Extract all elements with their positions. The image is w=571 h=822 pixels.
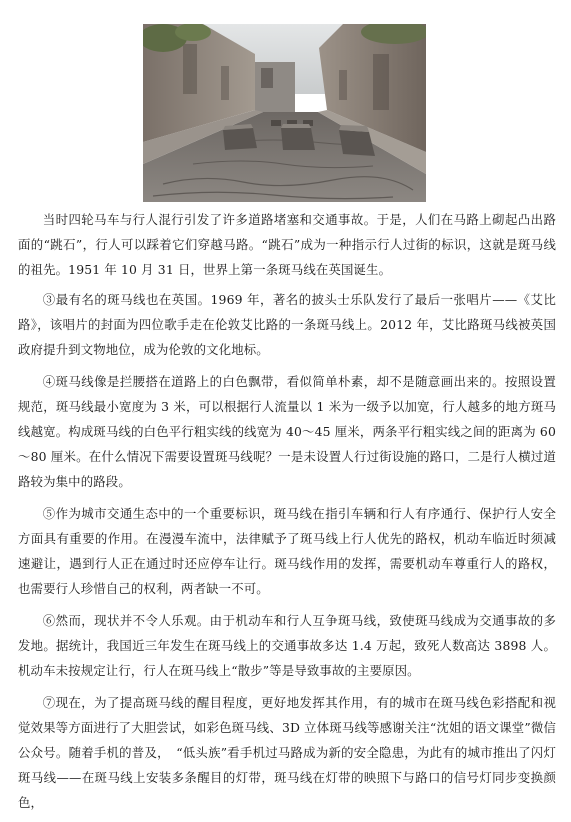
paragraph-function: ⑤作为城市交通生态中的一个重要标识，斑马线在指引车辆和行人有序通行、保护行人安全方面具有重要的作用。在漫漫车流中，法律赋予了斑马线上行人优先的路权，机动车临近时须减速避让，遇到行人正在通过时还应停车让行。斑马线作用的发挥，需要机动车尊重行人的路权，也需要行人珍惜自己的权利，两者缺一不可。 (18, 506, 556, 596)
paragraph-innovation: ⑦现在，为了提高斑马线的醒目程度，更好地发挥其作用，有的城市在斑马线色彩搭配和视觉效果等方面进行了大胆尝试，如彩色斑马线、3D 立体斑马线等感谢关注“沈姐的语文课堂”微信公众号。随着手机的普及， “低头族”看手机过马路成为新的安全隐患，为此有的城市推出了闪灯斑马线——在斑马线上安装多条醒目的灯带，斑马线在灯带的映照下与路口的信号灯同步变换颜色， (18, 695, 556, 810)
article-body (18, 207, 556, 822)
paragraph-accidents: ⑥然而，现状并不令人乐观。由于机动车和行人互争斑马线，致使斑马线成为交通事故的多发地。据统计，我国近三年发生在斑马线上的交通事故多达 1.4 万起，致死人数高达 3898 人。机动车未按规定让行，行人在斑马线上“散步”等是导致事故的主要原因。 (18, 613, 556, 678)
stepping-stones-street-photo (143, 24, 426, 202)
paragraph-specification: ④斑马线像是拦腰搭在道路上的白色飘带，看似简单朴素，却不是随意画出来的。按照设置规范，斑马线最小宽度为 3 米，可以根据行人流量以 1 米为一级予以加宽，行人越多的地方斑马线越宽。构成斑马线的白色平行粗实线的线宽为 40～45 厘米，两条平行粗实线之间的距离为 60～80 厘米。在什么情况下需要设置斑马线呢？一是未设置人行过街设施的路口，二是行人横过道路较为集中的路段。 (18, 374, 556, 489)
paragraph-history: 当时四轮马车与行人混行引发了许多道路堵塞和交通事故。于是，人们在马路上砌起凸出路面的“跳石”，行人可以踩着它们穿越马路。“跳石”成为一种指示行人过街的标识，这就是斑马线的祖先。1951 年 10 月 31 日，世界上第一条斑马线在英国诞生。 (18, 212, 556, 277)
paragraph-abbey-road: ③最有名的斑马线也在英国。1969 年，著名的披头士乐队发行了最后一张唱片——《艾比路》，该唱片的封面为四位歌手走在伦敦艾比路的一条斑马线上。2012 年，艾比路斑马线被英国政府提升到文物地位，成为伦敦的文化地标。 (18, 292, 556, 357)
